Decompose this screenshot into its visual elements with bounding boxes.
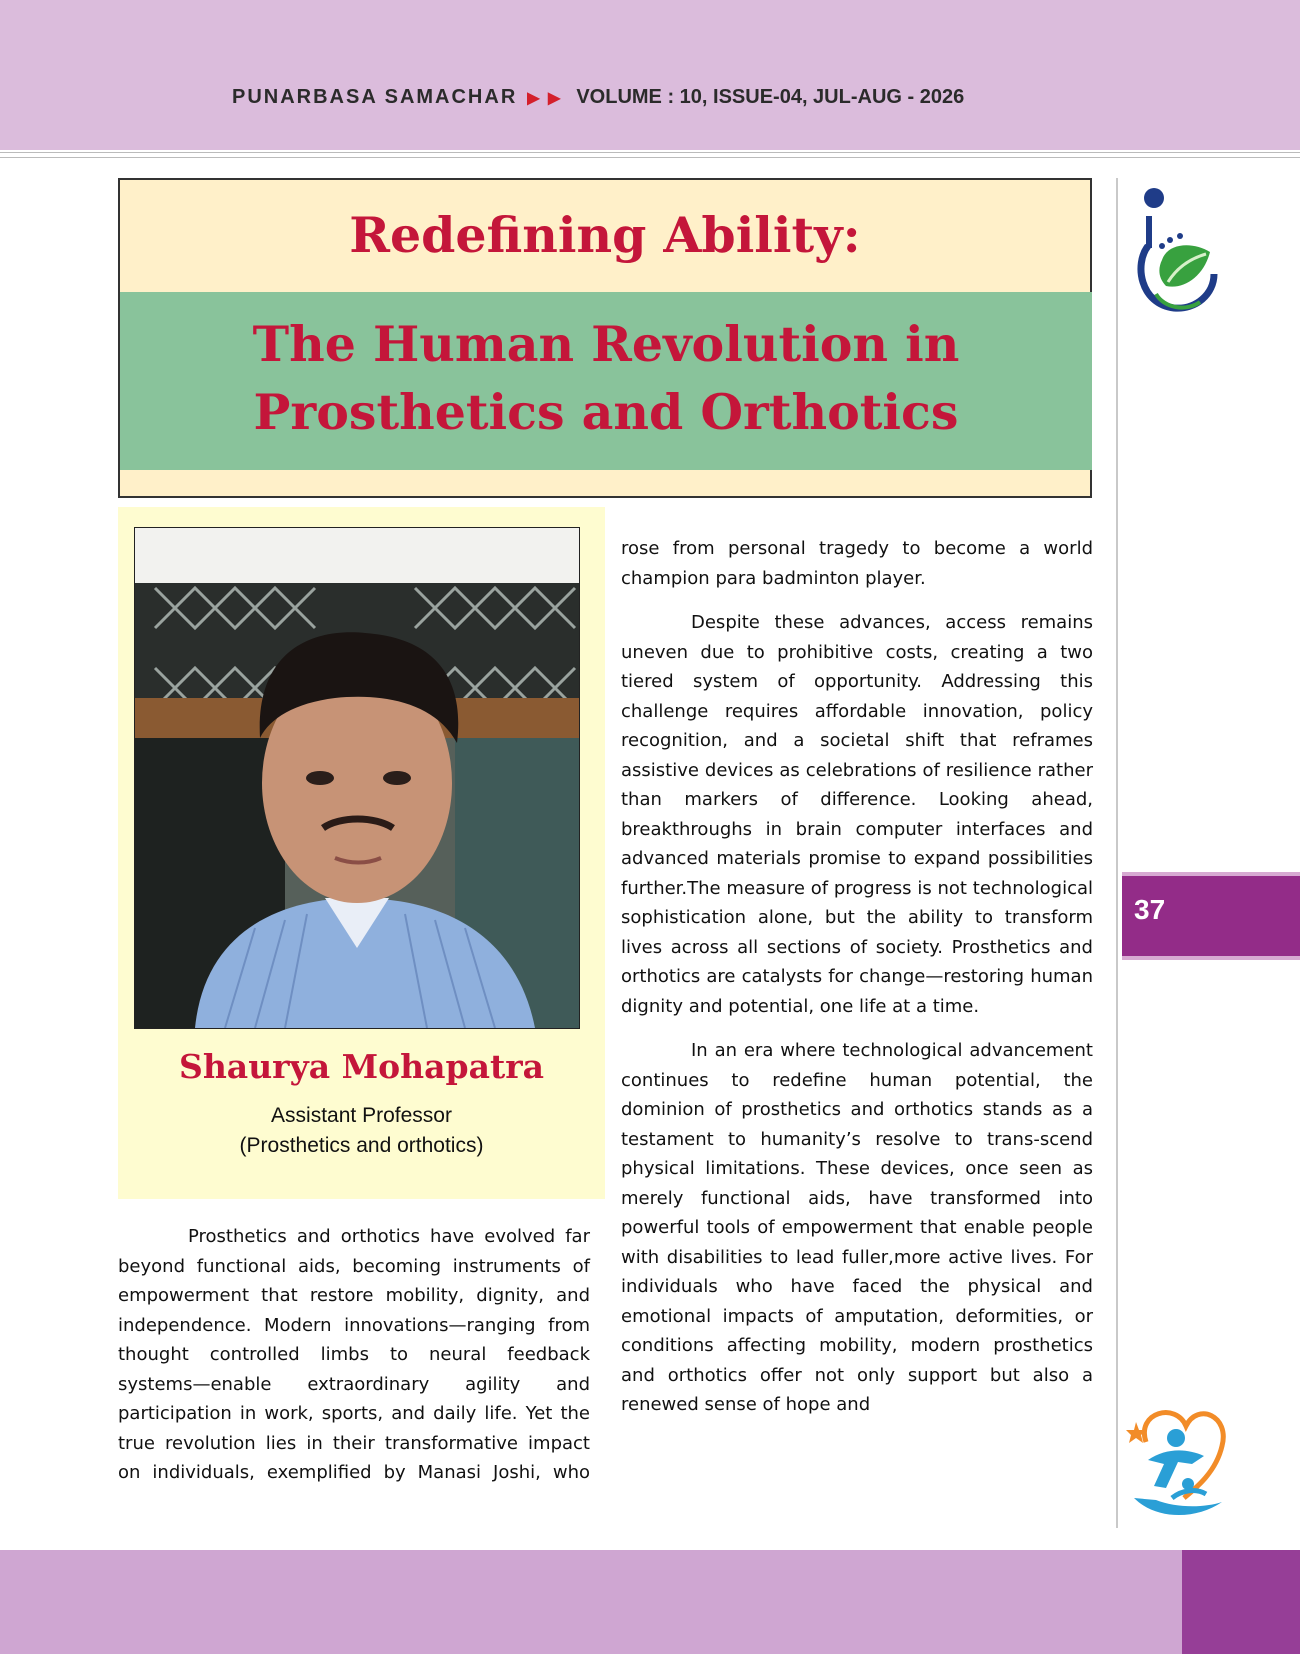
author-role xyxy=(118,1101,605,1161)
author-portrait-image xyxy=(135,528,579,1028)
header-arrows-icon: ▶ ▶ xyxy=(527,90,563,107)
running-header xyxy=(232,86,964,109)
author-department: (Prosthetics and orthotics) xyxy=(239,1134,484,1157)
author-title: Assistant Professor xyxy=(271,1104,452,1127)
page-number-tab xyxy=(1122,872,1300,960)
author-name: Shaurya Mohapatra xyxy=(178,1047,544,1086)
margin-rule xyxy=(1116,178,1118,1528)
subtitle-line-1: The Human Revolution in xyxy=(252,315,960,373)
article-paragraph: Despite these advances, access remains uneven due to prohibitive costs, creating a two tiered system of opportunity. Addressing this challenge requires affordable innovation, policy recognition, and a societal shift that reframes assistive devices as celebrations of resilience rather than markers of difference. Looking ahead, breakthroughs in brain computer interfaces and advanced materials promise to expand possibilities further.The measure of progress is not technological sophistication alone, but the ability to transform lives across all sections of society. Prosthetics and orthotics are catalysts for change—restoring human dignity and potential, one life at a time. xyxy=(621,612,1093,1017)
page-header-band xyxy=(0,0,1300,150)
article-column-right xyxy=(621,534,1093,1420)
subtitle-line-2: Prosthetics and Orthotics xyxy=(253,383,959,441)
page-footer-band xyxy=(0,1550,1182,1654)
publication-name: PUNARBASA SAMACHAR xyxy=(232,86,518,108)
rehabilitation-logo-icon xyxy=(1126,1402,1232,1520)
article-paragraph: Prosthetics and orthotics have evolved far beyond functional aids, becoming instruments of empowerment that restore mobility, dignity, and independence. Modern innovations—ranging from thought controlled limbs to neural feedback systems—enable extraordinary agility and participation in work, sports, and daily life. Yet the true revolution lies in their transformative impact on individuals, exemplified by Manasi Joshi, who xyxy=(118,1226,590,1483)
author-panel xyxy=(118,507,605,1199)
article-paragraph: rose from personal tragedy to become a world champion para badminton player. xyxy=(621,538,1093,589)
wheelchair-logo-icon xyxy=(1134,186,1218,326)
header-rule xyxy=(0,152,1300,153)
article-title: Redefining Ability: xyxy=(349,206,861,264)
volume-info: VOLUME : 10, ISSUE-04, JUL-AUG - 2026 xyxy=(576,86,965,108)
article-column-left xyxy=(118,1222,590,1488)
page-footer-accent xyxy=(1182,1550,1300,1654)
title-box xyxy=(118,178,1092,498)
header-rule-2 xyxy=(0,157,1300,158)
article-paragraph: In an era where technological advancement continues to redefine human potential, the dominion of prosthetics and orthotics stands as a testament to humanity’s resolve to trans-scend physical limitations. These devices, once seen as merely functional aids, have transformed into powerful tools of empowerment that enable people with disabilities to lead fuller,more active lives. For individuals who have faced the physical and emotional impacts of amputation, deformities, or conditions affecting mobility, modern prosthetics and orthotics offer not only support but also a renewed sense of hope and xyxy=(621,1040,1093,1415)
subtitle-band xyxy=(120,292,1092,470)
author-photo xyxy=(134,527,580,1029)
article-subtitle xyxy=(120,310,1092,446)
page-number: 37 xyxy=(1134,894,1166,925)
